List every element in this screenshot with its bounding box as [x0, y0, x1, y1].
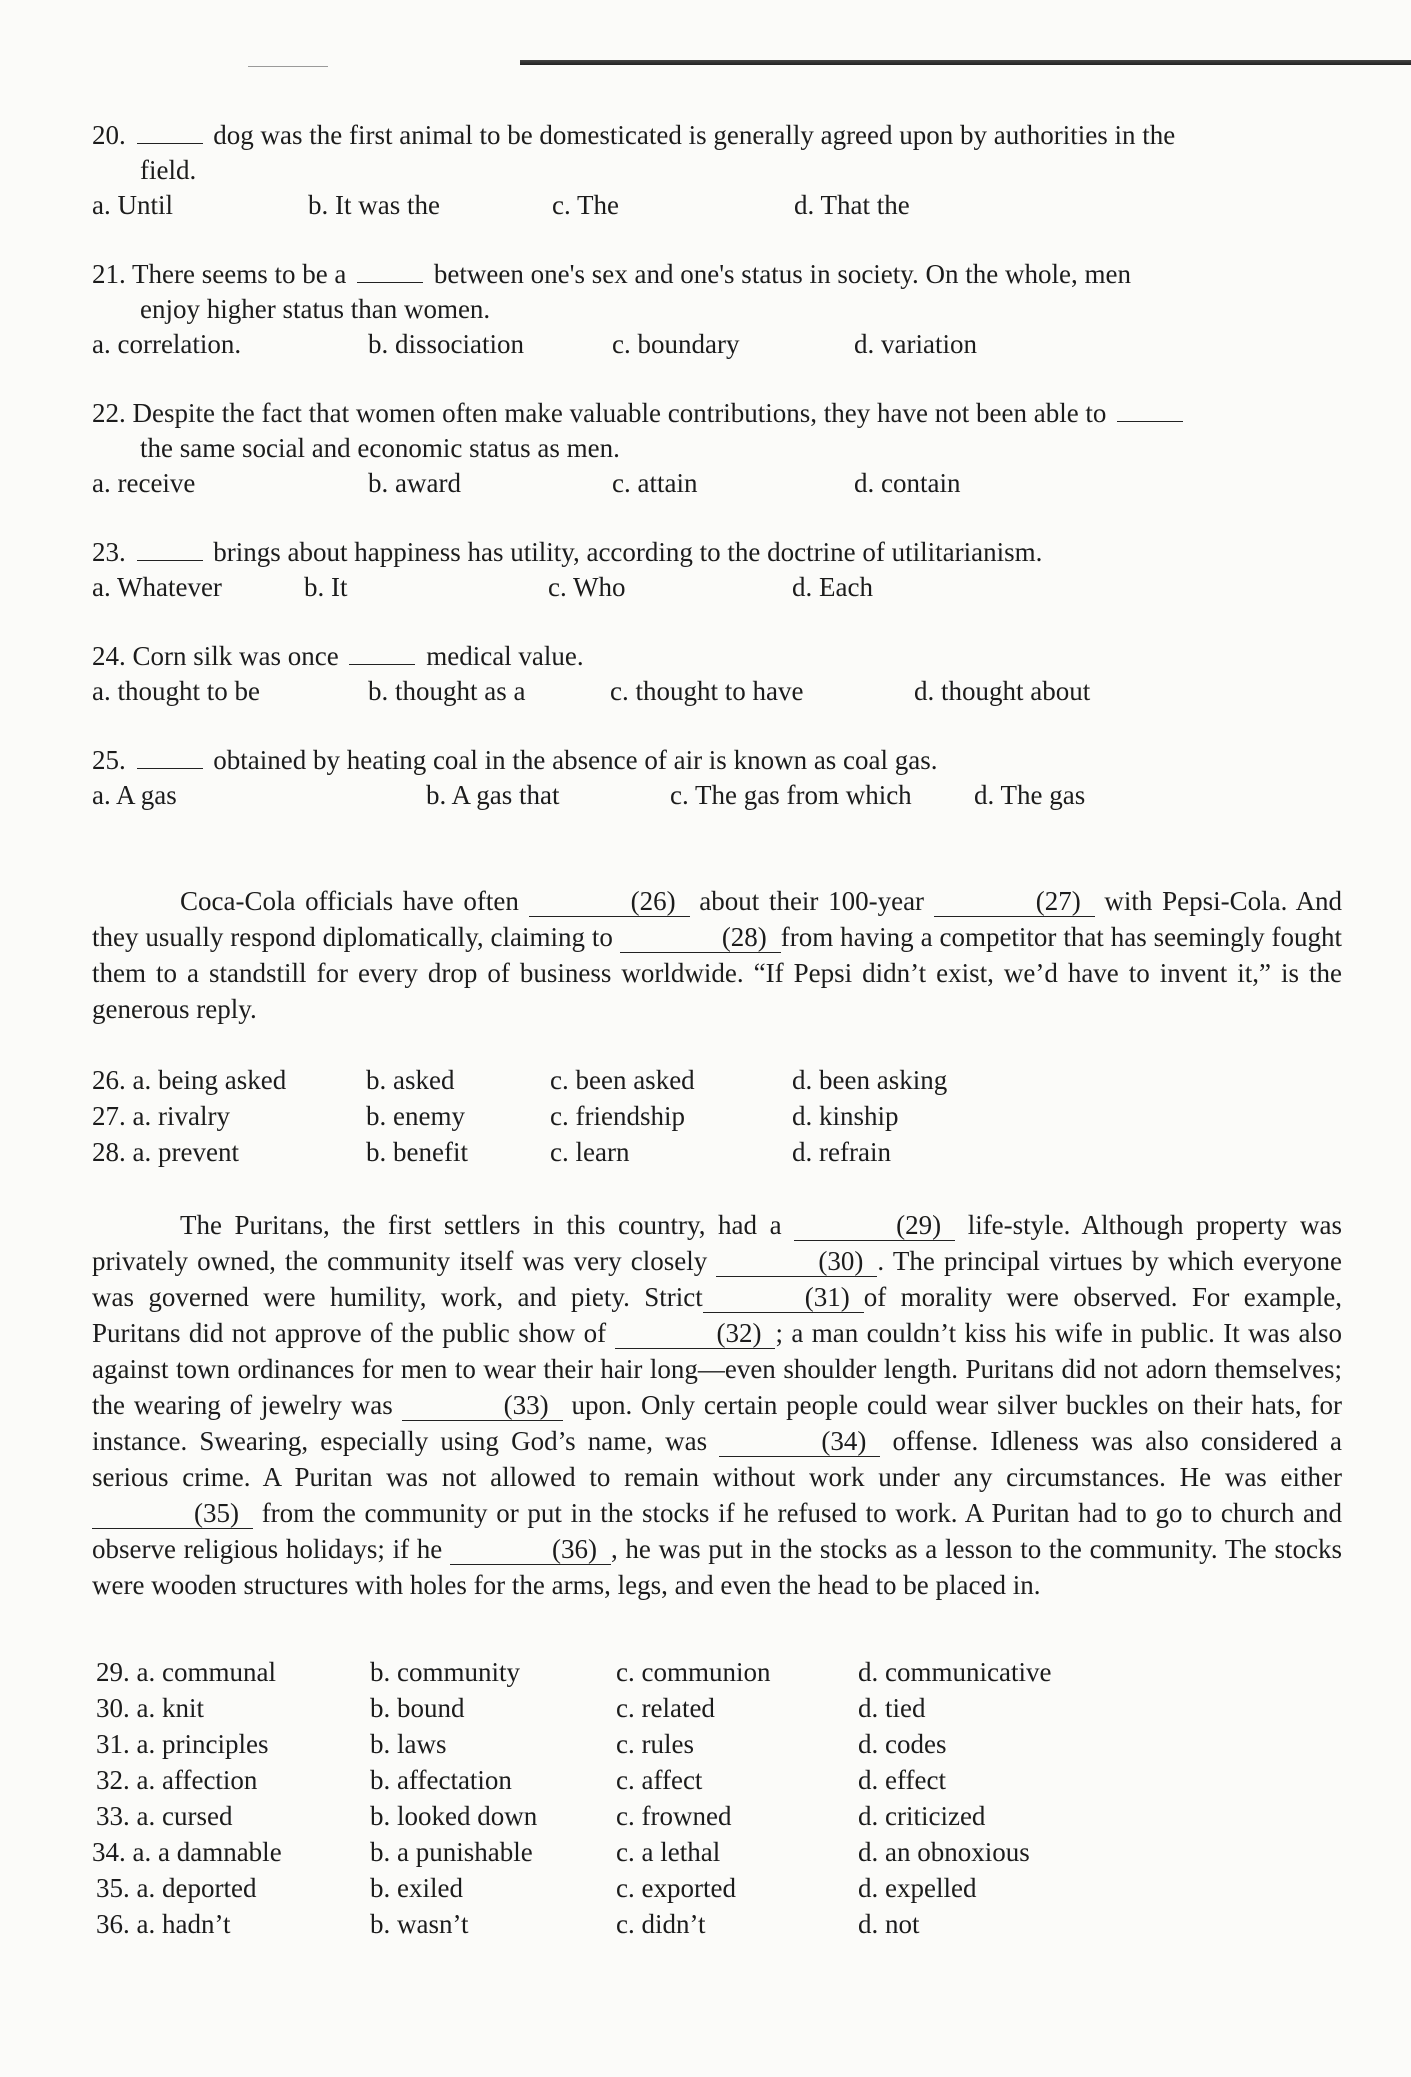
choice-b: b. asked: [366, 1065, 455, 1095]
option-a: a. correlation.: [92, 329, 242, 359]
question-20: [92, 118, 1342, 223]
choice-c: c. rules: [616, 1729, 694, 1759]
option-c: c. The: [552, 190, 619, 220]
question-text-cont: the same social and economic status as men.: [140, 433, 620, 463]
answer-row-33: [92, 1799, 1342, 1835]
choice-d: d. communicative: [858, 1657, 1052, 1687]
choice-c: c. been asked: [550, 1065, 695, 1095]
answer-choices-26-28: [92, 1063, 1342, 1171]
choice-a: 29. a. communal: [96, 1657, 276, 1687]
question-text: Corn silk was once: [132, 641, 339, 671]
question-number: 25.: [92, 745, 126, 775]
answer-blank: [1117, 397, 1183, 422]
option-c: c. The gas from which: [670, 780, 912, 810]
question-number: 24.: [92, 641, 126, 671]
choice-a: 34. a. a damnable: [92, 1837, 282, 1867]
answer-row-35: [92, 1871, 1342, 1907]
answer-row-34: [92, 1835, 1342, 1871]
option-c: c. boundary: [612, 329, 740, 359]
option-d: d. The gas: [974, 780, 1086, 810]
passage-blank-29: (29): [794, 1210, 955, 1241]
choice-a: 30. a. knit: [96, 1693, 204, 1723]
choice-d: d. expelled: [858, 1873, 977, 1903]
answer-blank: [137, 119, 203, 144]
passage-blank-34: (34): [719, 1426, 880, 1457]
option-c: c. Who: [548, 572, 626, 602]
choice-b: b. laws: [370, 1729, 447, 1759]
passage-blank-33: (33): [402, 1390, 563, 1421]
option-a: a. thought to be: [92, 676, 260, 706]
passage-blank-31: (31): [703, 1282, 864, 1313]
choice-d: d. codes: [858, 1729, 947, 1759]
answer-blank: [357, 258, 423, 283]
answer-row-26: [92, 1063, 1342, 1099]
question-text: There seems to be a: [132, 259, 347, 289]
choice-a: 31. a. principles: [96, 1729, 269, 1759]
passage-blank-28: (28): [620, 922, 781, 953]
choice-c: c. a lethal: [616, 1837, 721, 1867]
choice-c: c. didn’t: [616, 1909, 706, 1939]
question-text: brings about happiness has utility, according to the doctrine of utilitarianism.: [213, 537, 1043, 567]
choice-b: b. wasn’t: [370, 1909, 469, 1939]
choice-b: b. a punishable: [370, 1837, 533, 1867]
option-d: d. Each: [792, 572, 873, 602]
question-22: [92, 396, 1342, 501]
option-b: b. award: [368, 468, 461, 498]
choice-b: b. affectation: [370, 1765, 512, 1795]
answer-row-31: [92, 1727, 1342, 1763]
choice-a: 27. a. rivalry: [92, 1101, 230, 1131]
question-23: [92, 535, 1342, 605]
choice-c: c. learn: [550, 1137, 630, 1167]
passage-blank-36: (36): [450, 1534, 611, 1565]
passage-blank-27: (27): [934, 886, 1095, 917]
choice-a: 33. a. cursed: [96, 1801, 233, 1831]
choice-a: 26. a. being asked: [92, 1065, 287, 1095]
passage-blank-35: (35): [92, 1498, 253, 1529]
choice-c: c. communion: [616, 1657, 771, 1687]
answer-blank: [137, 744, 203, 769]
option-a: a. receive: [92, 468, 196, 498]
choice-c: c. related: [616, 1693, 715, 1723]
option-a: a. Until: [92, 190, 173, 220]
answer-blank: [137, 536, 203, 561]
answer-row-27: [92, 1099, 1342, 1135]
question-number: 20.: [92, 120, 126, 150]
choice-c: c. exported: [616, 1873, 736, 1903]
passage-coca-cola: Coca-Cola officials have often (26) about their 100-year (27) with Pepsi-Cola. And they usually respond diplomatically, claiming to (28) from having a competitor that has seemingly fought them to a standstill for every drop of business worldwide. “If Pepsi didn’t exist, we’d have to invent it,” is the generous reply.: [92, 886, 1343, 1024]
choice-d: d. not: [858, 1909, 920, 1939]
header-rule-short: [248, 66, 328, 67]
answer-row-30: [92, 1691, 1342, 1727]
exam-page: [92, 118, 1342, 1943]
passage-blank-32: (32): [615, 1318, 776, 1349]
question-text-cont: enjoy higher status than women.: [140, 294, 491, 324]
answer-row-36: [92, 1907, 1342, 1943]
choice-c: c. frowned: [616, 1801, 732, 1831]
question-text: Despite the fact that women often make valuable contributions, they have not been able to: [132, 398, 1107, 428]
choice-d: d. kinship: [792, 1101, 899, 1131]
option-b: b. It was the: [308, 190, 440, 220]
answer-row-29: [92, 1655, 1342, 1691]
option-b: b. A gas that: [426, 780, 560, 810]
choice-b: b. enemy: [366, 1101, 465, 1131]
option-a: a. Whatever: [92, 572, 222, 602]
option-a: a. A gas: [92, 780, 177, 810]
question-24: [92, 639, 1342, 709]
passage-blank-26: (26): [529, 886, 690, 917]
choice-c: c. friendship: [550, 1101, 685, 1131]
question-number: 22.: [92, 398, 126, 428]
option-d: d. thought about: [914, 676, 1091, 706]
choice-b: b. benefit: [366, 1137, 468, 1167]
question-text-cont: field.: [140, 155, 197, 185]
option-d: d. contain: [854, 468, 961, 498]
choice-a: 36. a. hadn’t: [96, 1909, 231, 1939]
answer-row-32: [92, 1763, 1342, 1799]
question-21: [92, 257, 1342, 362]
choice-a: 32. a. affection: [96, 1765, 258, 1795]
choice-a: 28. a. prevent: [92, 1137, 239, 1167]
choice-a: 35. a. deported: [96, 1873, 257, 1903]
header-rule-long: [520, 60, 1411, 65]
question-number: 23.: [92, 537, 126, 567]
question-text: dog was the first animal to be domesticated is generally agreed upon by authorities in the: [213, 120, 1176, 150]
option-d: d. variation: [854, 329, 977, 359]
choice-d: d. an obnoxious: [858, 1837, 1030, 1867]
passage-puritans: The Puritans, the first settlers in this country, had a (29) life-style. Although property was privately owned, the community itself was very closely (30) . The principal virtues by which everyone was governed were humility, work, and piety. Strict (31) of morality were observed. For example, Puritans did not approve of the public show of (32) ; a man couldn’t kiss his wife in public. It was also against town ordinances for men to wear their hair long—even shoulder length. Puritans did not adorn themselves; the wearing of jewelry was (33) upon. Only certain people could wear silver buckles on their hats, for instance. Swearing, especially using God’s name, was (34) offense. Idleness was also considered a serious crime. A Puritan was not allowed to remain without work under any circumstances. He was either (35) from the community or put in the stocks if he refused to work. A Puritan had to go to church and observe religious holidays; if he (36) , he was put in the stocks as a lesson to the community. The stocks were wooden structures with holes for the arms, legs, and even the head to be placed in.: [92, 1210, 1343, 1600]
choice-b: b. community: [370, 1657, 520, 1687]
question-text: obtained by heating coal in the absence of air is known as coal gas.: [213, 745, 938, 775]
option-c: c. attain: [612, 468, 698, 498]
choice-b: b. looked down: [370, 1801, 538, 1831]
option-c: c. thought to have: [610, 676, 804, 706]
option-b: b. It: [304, 572, 348, 602]
choice-b: b. bound: [370, 1693, 465, 1723]
choice-d: d. criticized: [858, 1801, 986, 1831]
choice-c: c. affect: [616, 1765, 703, 1795]
passage-blank-30: (30): [716, 1246, 877, 1277]
choice-b: b. exiled: [370, 1873, 463, 1903]
answer-row-28: [92, 1135, 1342, 1171]
option-d: d. That the: [794, 190, 910, 220]
answer-blank: [349, 640, 415, 665]
choice-d: d. tied: [858, 1693, 926, 1723]
question-text-end: between one's sex and one's status in society. On the whole, men: [433, 259, 1131, 289]
question-25: [92, 743, 1342, 813]
option-b: b. thought as a: [368, 676, 526, 706]
question-number: 21.: [92, 259, 126, 289]
choice-d: d. been asking: [792, 1065, 948, 1095]
option-b: b. dissociation: [368, 329, 524, 359]
choice-d: d. refrain: [792, 1137, 891, 1167]
question-text-end: medical value.: [426, 641, 584, 671]
answer-choices-29-36: [92, 1655, 1342, 1943]
choice-d: d. effect: [858, 1765, 946, 1795]
